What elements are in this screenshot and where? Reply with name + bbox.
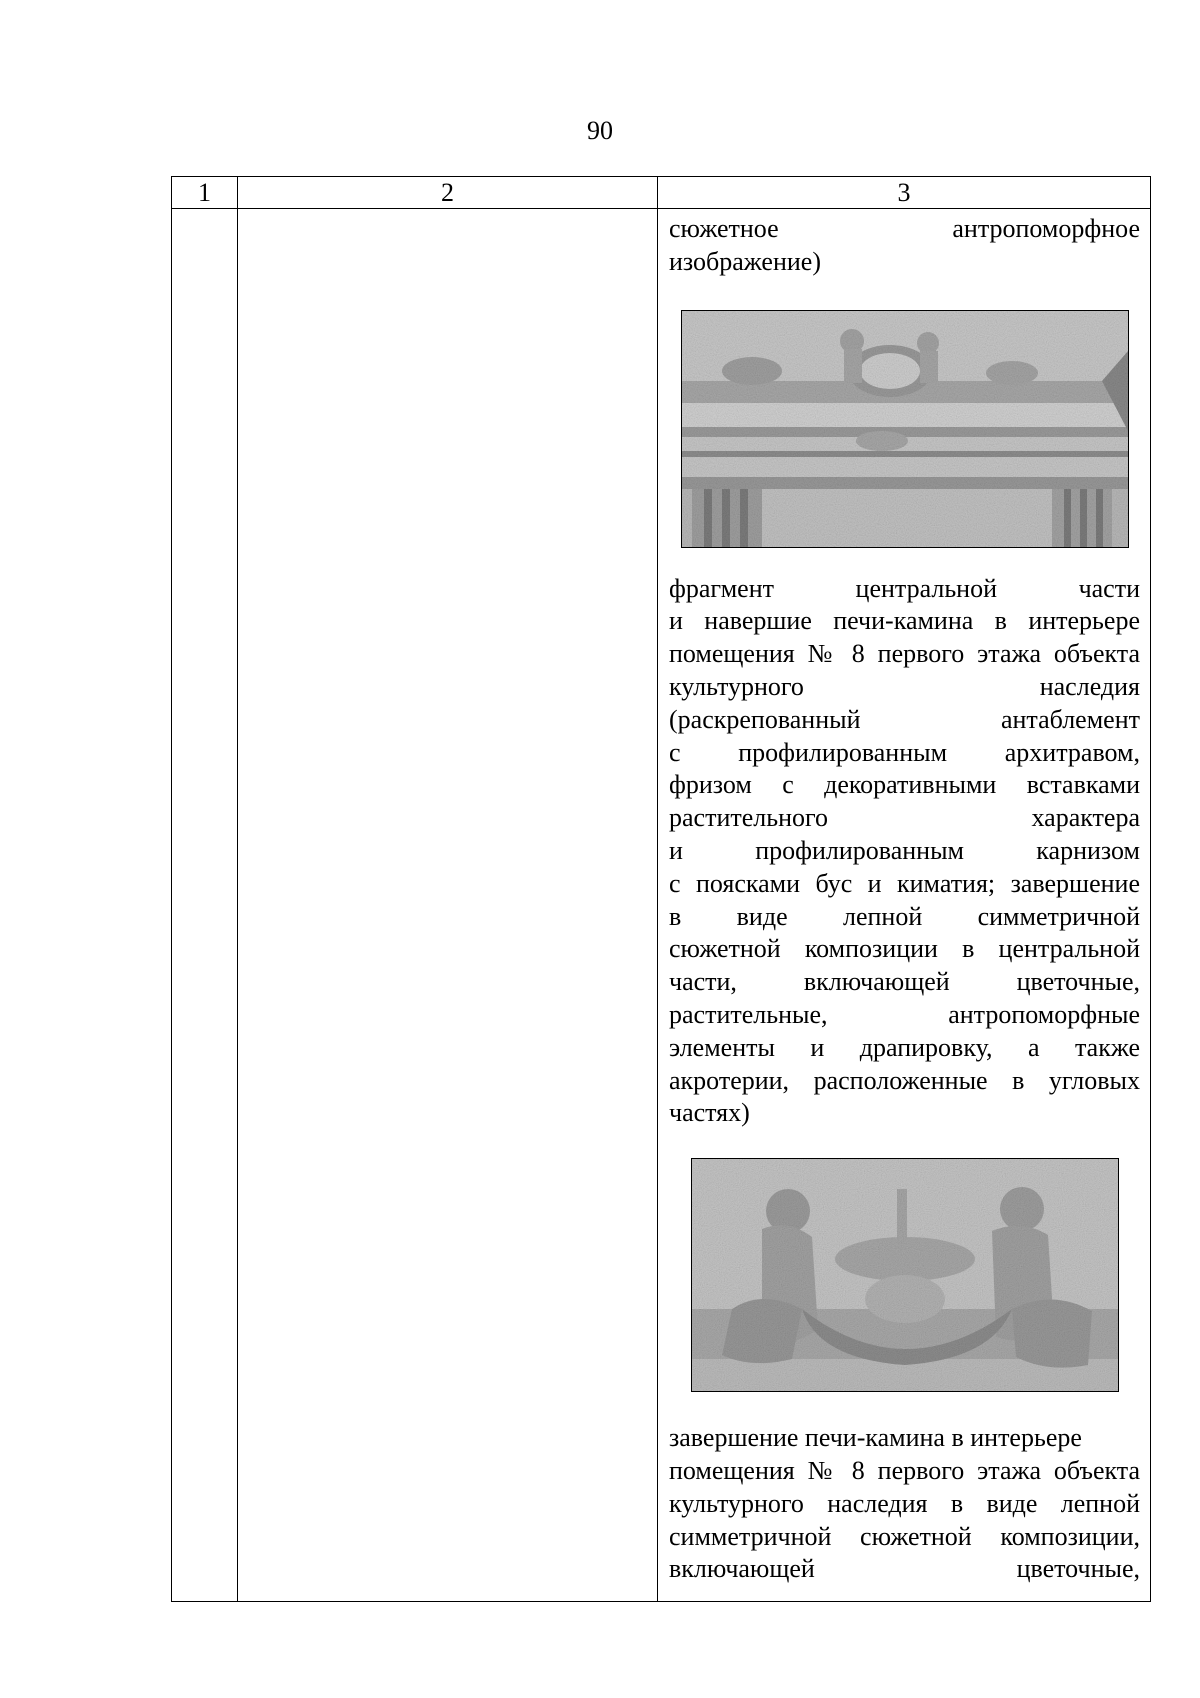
text-line: культурного наследия <box>669 671 1140 701</box>
fireplace-entablature-image <box>682 311 1128 547</box>
page-number: 90 <box>587 116 613 145</box>
text-line: растительного характера <box>669 803 1140 833</box>
text-line: изображение) <box>669 246 821 276</box>
header-cell-1: 1 <box>172 177 238 209</box>
table-body-row <box>172 209 1151 1602</box>
text-line: растительные, антропоморфные <box>669 999 1140 1029</box>
text-line: сюжетной композиции в центральной <box>669 934 1140 964</box>
fireplace-sculpture-image <box>692 1159 1118 1391</box>
body-cell-1 <box>172 209 238 1602</box>
text-line: симметричной сюжетной композиции, <box>669 1521 1140 1551</box>
document-table <box>171 176 1151 1602</box>
text-line: и профилированным карнизом <box>669 835 1140 865</box>
text-line: сюжетное антропоморфное <box>669 214 1140 243</box>
text-line: с профилированным архитравом, <box>669 737 1140 767</box>
text-line: части, включающей цветочные, <box>669 967 1140 997</box>
text-line: (раскрепованный антаблемент <box>669 704 1140 734</box>
text-line: в виде лепной симметричной <box>669 901 1140 931</box>
body-cell-3 <box>658 209 1151 1602</box>
text-line: частях) <box>669 1098 750 1128</box>
text-line: фрагмент центральной части <box>669 573 1140 603</box>
text-line: с поясками бус и киматия; завершение <box>669 868 1140 898</box>
text-line: культурного наследия в виде лепной <box>669 1488 1140 1518</box>
header-cell-3: 3 <box>658 177 1151 209</box>
text-line: акротерии, расположенные в угловых <box>669 1065 1140 1095</box>
paragraph-1 <box>669 213 1140 279</box>
text-line: помещения № 8 первого этажа объекта <box>669 1455 1140 1485</box>
table-header-row <box>172 177 1151 209</box>
header-cell-2: 2 <box>238 177 658 209</box>
text-line: фризом с декоративными вставками <box>669 770 1140 800</box>
paragraph-2 <box>669 573 1140 1131</box>
text-line: завершение печи-камина в интерьере <box>669 1423 1082 1453</box>
photo-fireplace-top-sculpture <box>691 1158 1119 1392</box>
photo-fireplace-fragment <box>681 310 1129 548</box>
text-line: элементы и драпировку, а также <box>669 1032 1140 1062</box>
text-line: помещения № 8 первого этажа объекта <box>669 639 1140 669</box>
body-cell-2 <box>238 209 658 1602</box>
paragraph-3 <box>669 1422 1140 1586</box>
text-line: и навершие печи-камина в интерьере <box>669 606 1140 636</box>
text-line: включающей цветочные, <box>669 1554 1140 1584</box>
